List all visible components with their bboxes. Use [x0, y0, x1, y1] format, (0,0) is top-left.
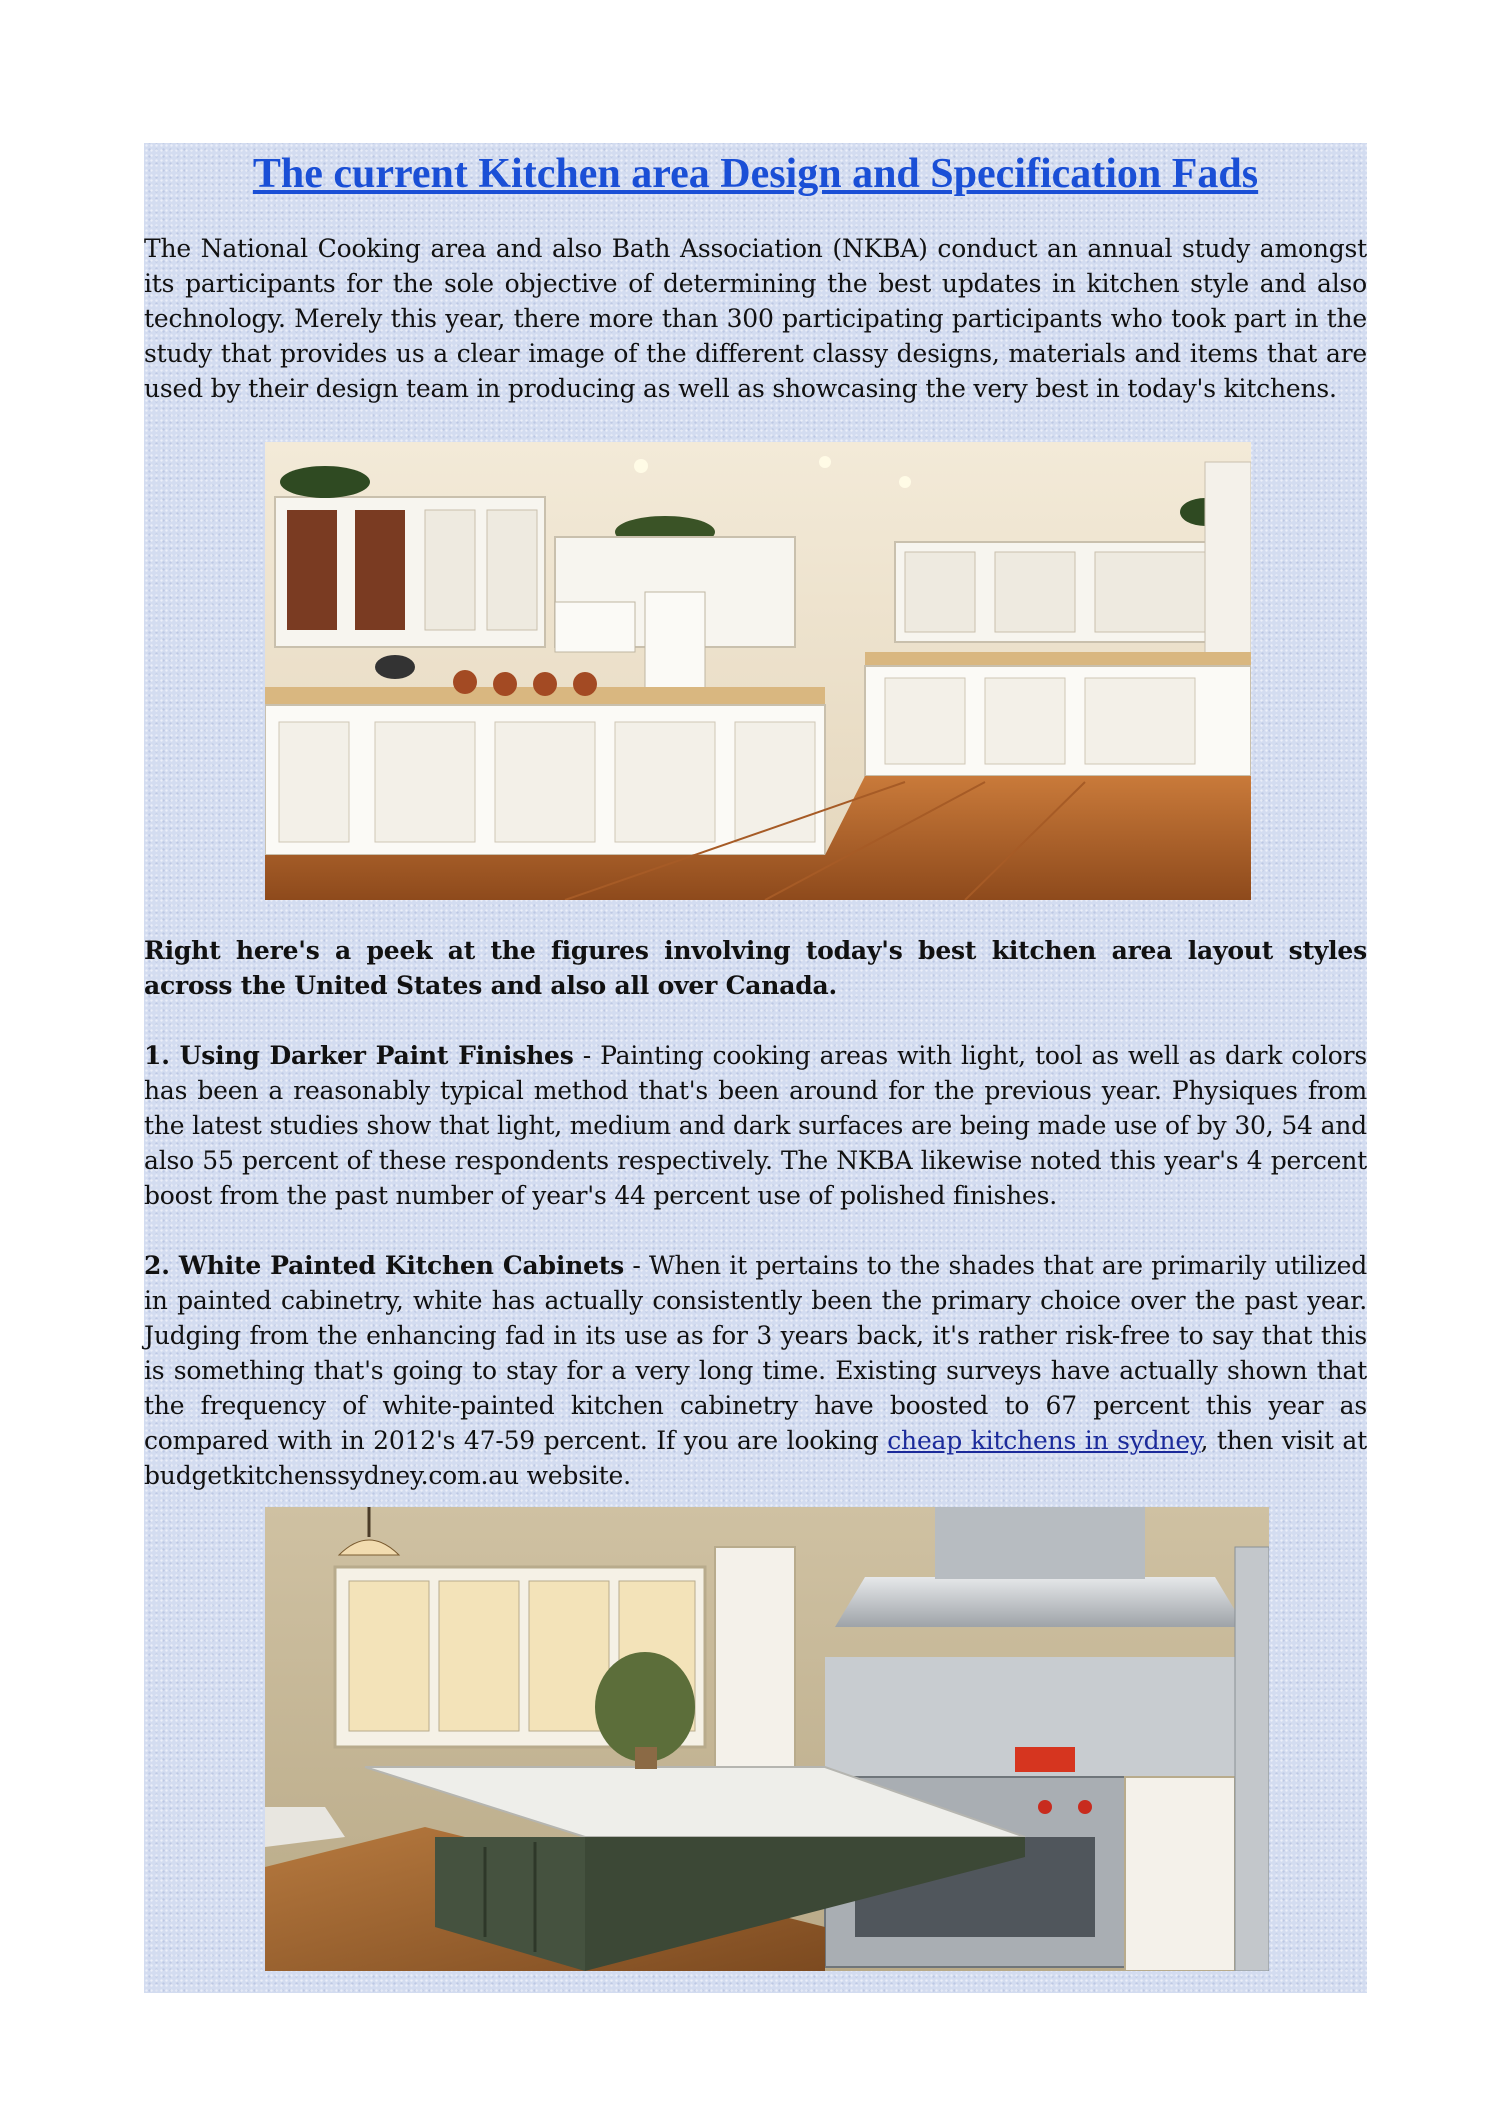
- intro-paragraph: The National Cooking area and also Bath Association (NKBA) conduct an annual study amongst its participants for the sole objective of determining the best updates in kitchen style and also technology. Merely this year, there more than 300 participating participants who took part in the study that provides us a clear image of the different classy designs, materials and items that are used by their design team in producing as well as showcasing the very best in today's kitchens.: [144, 234, 1367, 403]
- page-title[interactable]: The current Kitchen area Design and Specification Fads: [252, 151, 1259, 197]
- section-2-body: When it pertains to the shades that are primarily utilized in painted cabinetry, white has actually consistently been the primary choice over the past year. Judging from the enhancing fad in its use as for 3 years back, it's rather risk-free to say that this is something that's going to stay for a very long time. Existing surveys have actually shown that the frequency of white-painted kitchen cabinetry have boosted to 67 percent this year as compared with in 2012's 47-59 percent. If you are looking: [144, 1251, 1367, 1455]
- section-2-separator: -: [624, 1251, 650, 1280]
- cheap-kitchens-link[interactable]: cheap kitchens in sydney: [887, 1426, 1201, 1455]
- section-1-heading: 1. Using Darker Paint Finishes: [144, 1041, 574, 1070]
- section-1-separator: -: [573, 1041, 601, 1070]
- section-1-body: Painting cooking areas with light, tool as well as dark colors has been a reasonably typical method that's been around for the previous year. Physiques from the latest studies show that light, medium and dark surfaces are being made use of by 30, 54 and also 55 percent of these respondents respectively. The NKBA likewise noted this year's 4 percent boost from the past number of year's 44 percent use of polished finishes.: [144, 1041, 1367, 1210]
- white-kitchen-photo: [265, 442, 1251, 900]
- island-kitchen-photo: [265, 1507, 1269, 1971]
- document-panel: [144, 143, 1367, 1993]
- section-2-paragraph: [144, 1248, 1367, 1493]
- section-2-tail: , then visit at budgetkitchenssydney.com.au website.: [144, 1426, 1367, 1490]
- lead-paragraph: [144, 933, 1367, 1003]
- section-2-heading: 2. White Painted Kitchen Cabinets: [144, 1251, 625, 1280]
- lead-text: Right here's a peek at the figures involving today's best kitchen area layout styles across the United States and also all over Canada.: [144, 936, 1367, 1000]
- section-1-paragraph: [144, 1038, 1367, 1213]
